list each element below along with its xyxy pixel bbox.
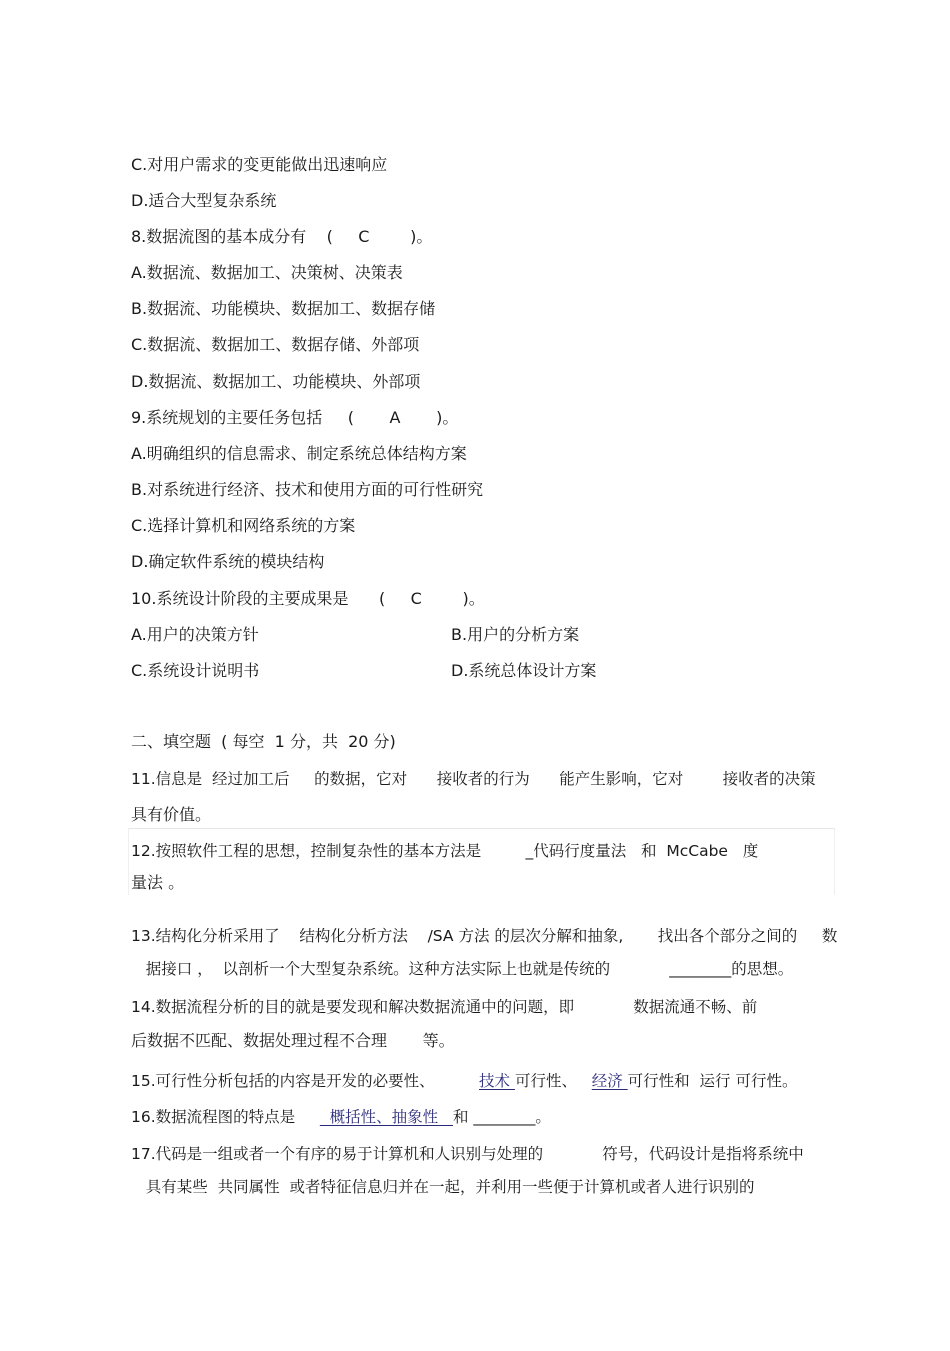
option-b-q8: B.数据流、功能模块、数据加工、数据存储 — [131, 299, 436, 318]
question-16-suffix: 和 ________。 — [452, 1108, 551, 1126]
option-d-q10: D.系统总体设计方案 — [451, 661, 597, 680]
answer-economic: 经济 — [591, 1072, 628, 1090]
question-16-prefix: 16.数据流程图的特点是 — [131, 1108, 320, 1126]
option-b-q10: B.用户的分析方案 — [451, 625, 580, 644]
question-8: 8.数据流图的基本成分有 ( C )。 — [131, 227, 433, 246]
question-15-suffix: 可行性和 运行 可行性。 — [627, 1072, 798, 1090]
question-14-line2: 后数据不匹配、数据处理过程不合理 等。 — [131, 1031, 455, 1050]
question-12-line2: 量法 。 — [131, 873, 185, 892]
option-d-q9: D.确定软件系统的模块结构 — [131, 552, 325, 571]
question-10: 10.系统设计阶段的主要成果是 ( C )。 — [131, 589, 485, 608]
question-15-prefix: 15.可行性分析包括的内容是开发的必要性、 — [131, 1072, 479, 1090]
option-a-q8: A.数据流、数据加工、决策树、决策表 — [131, 263, 403, 282]
question-16 — [131, 1107, 551, 1127]
question-15 — [131, 1071, 797, 1091]
question-15-middle: 可行性、 — [514, 1072, 592, 1090]
option-b-q9: B.对系统进行经济、技术和使用方面的可行性研究 — [131, 480, 484, 499]
question-14-line1: 14.数据流程分析的目的就是要发现和解决数据流通中的问题，即 数据流通不畅、前 — [131, 998, 758, 1016]
answer-box — [128, 828, 835, 895]
option-c-q10: C.系统设计说明书 — [131, 661, 260, 680]
question-17-line1: 17.代码是一组或者一个有序的易于计算机和人识别与处理的 符号，代码设计是指将系统中 — [131, 1145, 804, 1163]
question-13-line1: 13.结构化分析采用了 结构化分析方法 /SA 方法 的层次分解和抽象, 找出各个部分之间的 数 — [131, 927, 838, 945]
question-11-line1: 11.信息是 经过加工后 的数据，它对 接收者的行为 能产生影响，它对 接收者的决策 — [131, 770, 816, 788]
option-c-q7: C.对用户需求的变更能做出迅速响应 — [131, 155, 388, 174]
question-17-line2: 具有某些 共同属性 或者特征信息归并在一起，并利用一些便于计算机或者人进行识别的 — [131, 1178, 755, 1196]
option-d-q7: D.适合大型复杂系统 — [131, 191, 277, 210]
option-d-q8: D.数据流、数据加工、功能模块、外部项 — [131, 372, 421, 391]
option-c-q9: C.选择计算机和网络系统的方案 — [131, 516, 356, 535]
question-11-line2: 具有价值。 — [131, 805, 212, 824]
section-heading: 二、填空题 ( 每空 1 分，共 20 分) — [131, 732, 396, 751]
option-c-q8: C.数据流、数据加工、数据存储、外部项 — [131, 335, 420, 354]
answer-technical: 技术 — [479, 1072, 515, 1090]
question-12-line1: 12.按照软件工程的思想，控制复杂性的基本方法是 _代码行度量法 和 McCabe 度 — [131, 842, 759, 860]
option-a-q10: A.用户的决策方针 — [131, 625, 259, 644]
answer-characteristics: 概括性、抽象性 — [319, 1108, 453, 1126]
question-13-line2: 据接口 ， 以剖析一个大型复杂系统。这种方法实际上也就是传统的 ________的思想。 — [131, 960, 794, 978]
option-a-q9: A.明确组织的信息需求、制定系统总体结构方案 — [131, 444, 467, 463]
question-9: 9.系统规划的主要任务包括 ( A )。 — [131, 408, 459, 427]
